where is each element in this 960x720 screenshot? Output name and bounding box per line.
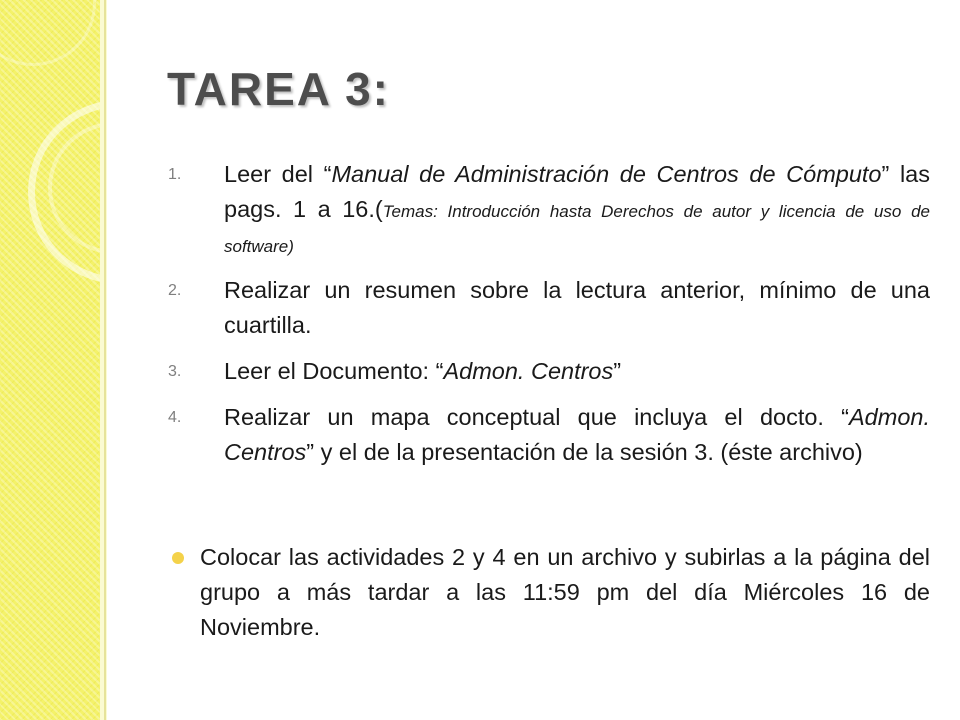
task-item-1 bbox=[168, 157, 930, 262]
task-number: 3. bbox=[168, 363, 182, 380]
task-list bbox=[168, 157, 930, 481]
task-text: ” las pags. 1 a 16.( bbox=[224, 161, 930, 222]
topics-note: Temas: Introducción hasta Derechos de autor y licencia de uso de software) bbox=[224, 202, 930, 256]
document-title: Admon. Centros bbox=[443, 358, 614, 384]
deadline-bullet bbox=[170, 540, 930, 645]
slide-title: TAREA 3: bbox=[167, 63, 390, 115]
task-text: ” bbox=[613, 358, 622, 384]
task-number: 4. bbox=[168, 409, 182, 426]
document-title: Admon. Centros bbox=[224, 404, 930, 465]
sidebar-edge-line bbox=[104, 0, 106, 720]
task-text: Leer del “ bbox=[224, 161, 332, 187]
task-text: ” y el de la presentación de la sesión 3. (éste archivo) bbox=[306, 439, 863, 465]
task-text: Leer el Documento: “ bbox=[224, 358, 444, 384]
task-item-3 bbox=[168, 354, 930, 389]
task-item-4 bbox=[168, 400, 930, 470]
task-item-2 bbox=[168, 273, 930, 343]
task-number: 2. bbox=[168, 282, 182, 299]
bullet-dot-icon bbox=[172, 552, 184, 564]
decorative-sidebar bbox=[0, 0, 107, 720]
deadline-text: Colocar las actividades 2 y 4 en un archivo y subirlas a la página del grupo a más tardar a las 11:59 pm del día Miércoles 16 de Noviembre. bbox=[200, 544, 930, 640]
task-text: Realizar un mapa conceptual que incluya el docto. “ bbox=[224, 404, 849, 430]
manual-title: Manual de Administración de Centros de Cómputo bbox=[331, 161, 882, 187]
decorative-ring-small bbox=[0, 0, 96, 66]
task-number: 1. bbox=[168, 166, 182, 183]
task-text: Realizar un resumen sobre la lectura anterior, mínimo de una cuartilla. bbox=[224, 277, 930, 338]
